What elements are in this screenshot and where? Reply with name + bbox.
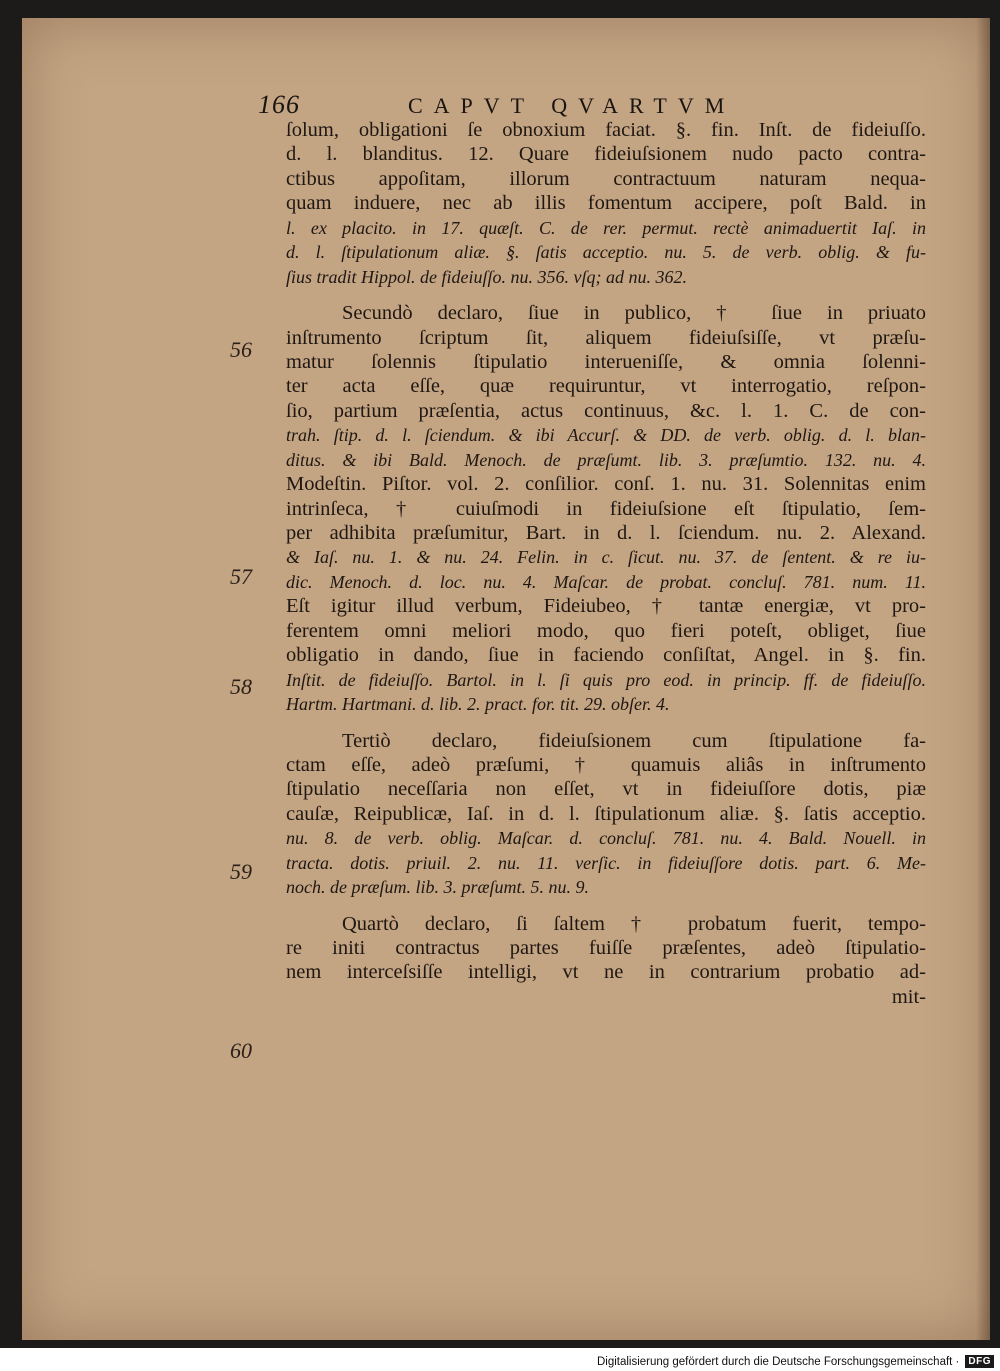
text-line: Tertiò declaro, fideiuſsionem cum ſtipulatione fa-: [342, 729, 926, 752]
text-line: cauſæ, Reipublicæ, Iaſ. in d. l. ſtipulationum aliæ. §. ſatis acceptio.: [286, 802, 926, 825]
text-line: d. l. ſtipulationum aliæ. §. ſatis acceptio. nu. 5. de verb. oblig. & fu-: [286, 242, 926, 263]
text-line: dic. Menoch. d. loc. nu. 4. Maſcar. de probat. concluſ. 781. num. 11.: [286, 571, 926, 592]
page-number: 166: [258, 90, 300, 119]
running-head: [258, 90, 818, 120]
margin-number: 59: [230, 859, 252, 884]
text-line: Inſtit. de fideiuſſo. Bartol. in l. ſi quis pro eod. in princip. ff. de fideiuſſo.: [286, 669, 926, 690]
text-line: Secundò declaro, ſiue in publico, † ſiue in priuato: [342, 302, 926, 325]
text-line: & Iaſ. nu. 1. & nu. 24. Felin. in c. ſicut. nu. 37. de ſentent. & re iu-: [286, 547, 926, 568]
text-line: ctam eſſe, adeò præſumi, † quamuis aliâs in inſtrumento: [286, 753, 926, 776]
text-line: re initi contractus partes fuiſſe præſentes, adeò ſtipulatio-: [286, 937, 926, 959]
text-line: ctibus appoſitam, illorum contractuum naturam nequa-: [286, 167, 926, 190]
margin-number: 58: [230, 674, 252, 699]
text-line: Eſt igitur illud verbum, Fideiubeo, † tantæ energiæ, vt pro-: [286, 595, 926, 618]
chapter-title: CAPVT QVARTVM: [408, 93, 736, 118]
text-line: quam induere, nec ab illis fomentum accipere, poſt Bald. in: [286, 192, 926, 215]
text-line: nem interceſsiſſe intelligi, vt ne in contrarium probatio ad-: [286, 961, 926, 984]
text-line: per adhibita præſumitur, Bart. in d. l. ſciendum. nu. 2. Alexand.: [286, 522, 926, 544]
margin-number: 56: [230, 337, 252, 362]
margin-number: 57: [230, 564, 252, 589]
page-edge: [976, 18, 990, 1340]
text-line: l. ex placito. in 17. quæſt. C. de rer. permut. rectè animaduertit Iaſ. in: [286, 217, 926, 238]
text-line: intrinſeca, † cuiuſmodi in fideiuſsione eſt ſtipulatio, ſem-: [286, 497, 926, 520]
footer-bar: [0, 1352, 1000, 1371]
catchword: mit-: [891, 985, 926, 1008]
text-line: Modeſtin. Piſtor. vol. 2. conſilior. conſ. 1. nu. 31. Solennitas enim: [286, 473, 926, 496]
text-line: ſius tradit Hippol. de fideiuſſo. nu. 356. vſq; ad nu. 362.: [286, 266, 687, 287]
text-line: ferentem omni meliori modo, quo fieri poteſt, obliget, ſiue: [286, 619, 926, 642]
margin-number: 60: [230, 1038, 252, 1063]
text-line: ditus. & ibi Bald. Menoch. de præſumt. lib. 3. præſumtio. 132. nu. 4.: [286, 449, 926, 470]
text-line: inſtrumento ſcriptum ſit, aliquem fideiuſsiſſe, vt præſu-: [286, 326, 926, 349]
paragraph-gap: [286, 900, 926, 912]
text-line: noch. de præſum. lib. 3. præſumt. 5. nu. 9.: [286, 877, 590, 898]
text-line: trah. ſtip. d. l. ſciendum. & ibi Accurſ. & DD. de verb. oblig. d. l. blan-: [286, 425, 926, 446]
text-line: Hartm. Hartmani. d. lib. 2. pract. for. tit. 29. obſer. 4.: [286, 694, 670, 715]
body-text: [286, 118, 926, 1009]
text-line: nu. 8. de verb. oblig. Maſcar. d. concluſ. 781. nu. 4. Bald. Nouell. in: [286, 828, 926, 849]
paragraph-gap: [286, 717, 926, 729]
text-line: ter acta eſſe, quæ requiruntur, vt interrogatio, reſpon-: [286, 375, 926, 398]
text-line: ſio, partium præſentia, actus continuus, &c. l. 1. C. de con-: [286, 399, 926, 422]
paragraph-gap: [286, 289, 926, 301]
text-line: d. l. blanditus. 12. Quare fideiuſsionem nudo pacto contra-: [286, 143, 926, 166]
text-line: Quartò declaro, ſi ſaltem † probatum fuerit, tempo-: [342, 912, 926, 935]
text-line: obligatio in dando, ſiue in faciendo conſiſtat, Angel. in §. fin.: [286, 644, 926, 667]
text-line: ſolum, obligationi ſe obnoxium faciat. §. fin. Inſt. de fideiuſſo.: [286, 119, 926, 141]
text-line: ſtipulatio neceſſaria non eſſet, vt in fideiuſſore dotis, piæ: [286, 778, 926, 801]
text-line: tracta. dotis. priuil. 2. nu. 11. verſic. in fideiuſſore dotis. part. 6. Me-: [286, 852, 926, 873]
funding-notice: Digitalisierung gefördert durch die Deutsche Forschungsgemeinschaft ·: [596, 1355, 960, 1368]
dfg-logo-icon: DFG: [965, 1355, 994, 1368]
text-line: matur ſolennis ſtipulatio interueniſſe, & omnia ſolenni-: [286, 350, 926, 373]
